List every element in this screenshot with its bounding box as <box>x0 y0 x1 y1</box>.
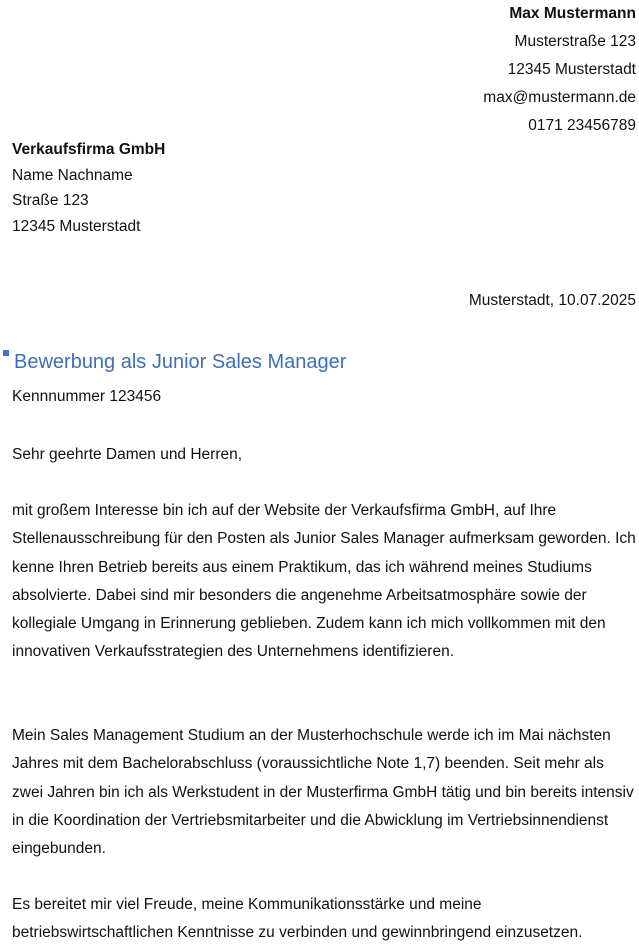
paragraph-1: mit großem Interesse bin ich auf der Website der Verkaufsfirma GmbH, auf Ihre Stellenausschreibung für den Posten als Junior Sales Manager aufmerksam geworden. Ich kenne Ihren Betrieb bereits aus einem Praktikum, das ich während meines Studiums absolvierte. Dabei sind mir besonders die angenehme Arbeitsatmosphäre sowie der kollegiale Umgang in Erinnerung geblieben. Zudem kann ich mich vollkommen mit den innovativen Verkaufsstrategien des Unternehmens identifizieren. <box>12 502 636 661</box>
reference-number: Kennnummer 123456 <box>12 388 162 405</box>
recipient-contact: Name Nachname <box>12 166 133 184</box>
recipient-block <box>12 137 165 239</box>
sender-city: 12345 Musterstadt <box>507 61 636 78</box>
subject-heading: Bewerbung als Junior Sales Manager <box>14 351 347 373</box>
paragraph-3: Es bereitet mir viel Freude, meine Kommunikationsstärke und meine betriebswirtschaftlichen Kenntnisse zu verbinden und gewinnbringend einzusetzen. <box>12 896 583 942</box>
recipient-company: Verkaufsfirma GmbH <box>12 141 166 158</box>
date-line: Musterstadt, 10.07.2025 <box>468 292 636 309</box>
heading-marker-icon <box>3 350 9 356</box>
sender-email: max@mustermann.de <box>483 89 636 106</box>
recipient-street: Straße 123 <box>12 192 89 209</box>
sender-street: Musterstraße 123 <box>514 33 636 50</box>
recipient-city: 12345 Musterstadt <box>12 217 141 235</box>
sender-block <box>483 0 636 140</box>
paragraph-2: Mein Sales Management Studium an der Musterhochschule werde ich im Mai nächsten Jahres mit dem Bachelorabschluss (voraussichtliche Note 1,7) beenden. Seit mehr als zwei Jahren bin ich als Werkstudent in der Musterfirma GmbH tätig und bin bereits intensiv in die Koordination der Vertriebsmitarbeiter und die Abwicklung im Vertriebsinnendienst eingebunden. <box>12 727 634 858</box>
salutation: Sehr geehrte Damen und Herren, <box>12 446 243 463</box>
sender-phone: 0171 23456789 <box>528 117 636 134</box>
sender-name: Max Mustermann <box>509 5 636 22</box>
